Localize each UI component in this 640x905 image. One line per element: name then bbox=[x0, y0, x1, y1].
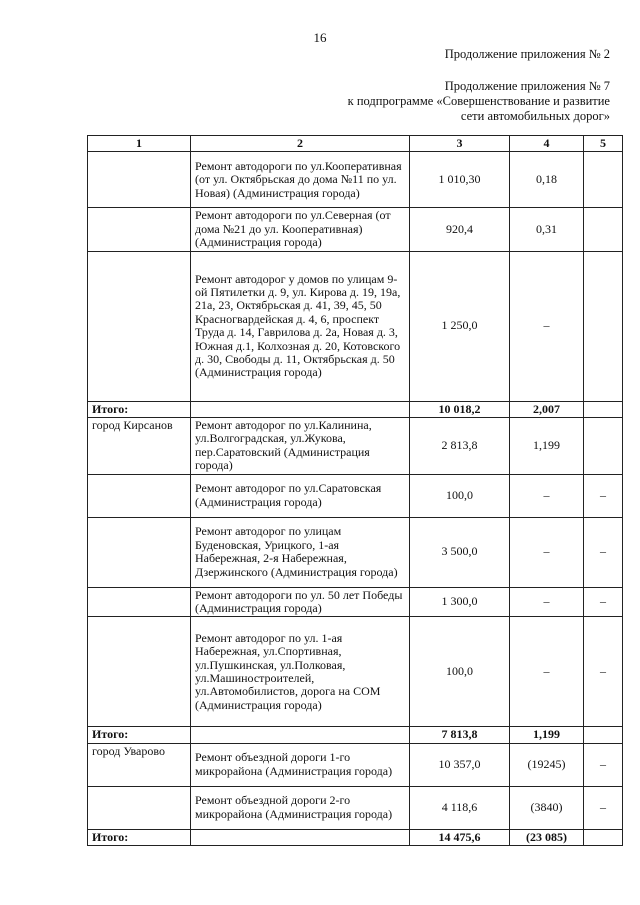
cell-c2: Ремонт объездной дороги 2-го микрорайона (Администрация города) bbox=[191, 786, 410, 829]
cell-c4: (3840) bbox=[510, 786, 584, 829]
column-header: 4 bbox=[510, 136, 584, 152]
cell-c5 bbox=[584, 401, 623, 417]
total-row bbox=[88, 829, 623, 845]
cell-c5 bbox=[584, 251, 623, 401]
cell-c1 bbox=[88, 208, 191, 251]
cell-c3: 1 300,0 bbox=[410, 587, 510, 617]
cell-c1: Итого: bbox=[88, 727, 191, 743]
page-number: 16 bbox=[313, 30, 327, 45]
cell-c5 bbox=[584, 152, 623, 208]
column-header: 3 bbox=[410, 136, 510, 152]
cell-c2: Ремонт автодорог по ул.Калинина, ул.Волгоградская, ул.Жукова, пер.Саратовский (Администрация города) bbox=[191, 418, 410, 475]
cell-c4: – bbox=[510, 617, 584, 727]
cell-c4: – bbox=[510, 474, 584, 517]
table-row bbox=[88, 474, 623, 517]
cell-c4: 0,31 bbox=[510, 208, 584, 251]
cell-c3: 100,0 bbox=[410, 474, 510, 517]
cell-c1 bbox=[88, 251, 191, 401]
table-row bbox=[88, 208, 623, 251]
cell-c1: город Уварово bbox=[88, 743, 191, 786]
total-row bbox=[88, 401, 623, 417]
cell-c2: Ремонт автодорог у домов по улицам 9-ой Пятилетки д. 9, ул. Кирова д. 19, 19а, 21а, 23, Октябрьская д. 41, 39, 45, 50 Красногвардейская д. 4, 6, проспект Труда д. 14, Гаврилова д. 2а, Новая д. 3, Южная д.1, Колхозная д. 20, Котовского д. 30, Свободы д. 11, Октябрьская д. 50 (Администрация города) bbox=[191, 251, 410, 401]
cell-c5 bbox=[584, 418, 623, 475]
cell-c2 bbox=[191, 401, 410, 417]
cell-c3: 2 813,8 bbox=[410, 418, 510, 475]
table-row bbox=[88, 786, 623, 829]
cell-c3: 100,0 bbox=[410, 617, 510, 727]
total-row bbox=[88, 727, 623, 743]
cell-c5: – bbox=[584, 786, 623, 829]
subprogram-line: к подпрограмме «Совершенствование и развитие bbox=[347, 94, 610, 108]
cell-c1 bbox=[88, 587, 191, 617]
cell-c2: Ремонт автодороги по ул.Северная (от дома №21 до ул. Кооперативная) (Администрация города) bbox=[191, 208, 410, 251]
cell-c5: – bbox=[584, 743, 623, 786]
column-header: 2 bbox=[191, 136, 410, 152]
cell-c4: – bbox=[510, 587, 584, 617]
cell-c2: Ремонт автодорог по ул.Саратовская (Администрация города) bbox=[191, 474, 410, 517]
cell-c1: Итого: bbox=[88, 829, 191, 845]
column-header: 1 bbox=[88, 136, 191, 152]
cell-c5 bbox=[584, 727, 623, 743]
table-row bbox=[88, 587, 623, 617]
cell-c1: Итого: bbox=[88, 401, 191, 417]
cell-c4: – bbox=[510, 251, 584, 401]
cell-c5: – bbox=[584, 474, 623, 517]
cell-c1 bbox=[88, 152, 191, 208]
cell-c3: 3 500,0 bbox=[410, 517, 510, 587]
table-body bbox=[88, 152, 623, 846]
cell-c4: (23 085) bbox=[510, 829, 584, 845]
cell-c2: Ремонт автодорог по ул. 1-ая Набережная, ул.Спортивная, ул.Пушкинская, ул.Полковая, ул.Машиностроителей, ул.Автомобилистов, дорога на СОМ (Администрация города) bbox=[191, 617, 410, 727]
cell-c4: 1,199 bbox=[510, 418, 584, 475]
cell-c5: – bbox=[584, 587, 623, 617]
cell-c4: (19245) bbox=[510, 743, 584, 786]
cell-c2: Ремонт объездной дороги 1-го микрорайона (Администрация города) bbox=[191, 743, 410, 786]
cell-c2: Ремонт автодорог по улицам Буденовская, Урицкого, 1-ая Набережная, 2-я Набережная, Дзержинского (Администрация города) bbox=[191, 517, 410, 587]
table-header-row bbox=[88, 136, 623, 152]
cell-c3: 1 010,30 bbox=[410, 152, 510, 208]
cell-c5 bbox=[584, 208, 623, 251]
cell-c1 bbox=[88, 786, 191, 829]
cell-c4: 1,199 bbox=[510, 727, 584, 743]
table-row bbox=[88, 743, 623, 786]
subprogram-line-2: сети автомобильных дорог» bbox=[460, 109, 610, 123]
cell-c2 bbox=[191, 829, 410, 845]
cell-c2: Ремонт автодороги по ул.Кооперативная (от ул. Октябрьская до дома №11 по ул. Новая) (Администрация города) bbox=[191, 152, 410, 208]
appendix-line: Продолжение приложения № 7 bbox=[444, 79, 610, 93]
table-row bbox=[88, 617, 623, 727]
cell-c5: – bbox=[584, 617, 623, 727]
table-row bbox=[88, 251, 623, 401]
cell-c3: 7 813,8 bbox=[410, 727, 510, 743]
cell-c1: город Кирсанов bbox=[88, 418, 191, 475]
column-header: 5 bbox=[584, 136, 623, 152]
table-row bbox=[88, 418, 623, 475]
cell-c1 bbox=[88, 517, 191, 587]
cell-c5 bbox=[584, 829, 623, 845]
cell-c3: 10 357,0 bbox=[410, 743, 510, 786]
cell-c4: 0,18 bbox=[510, 152, 584, 208]
cell-c1 bbox=[88, 474, 191, 517]
cell-c3: 10 018,2 bbox=[410, 401, 510, 417]
appendix-continuation-7 bbox=[348, 79, 610, 124]
cell-c5: – bbox=[584, 517, 623, 587]
table-row bbox=[88, 152, 623, 208]
cell-c3: 1 250,0 bbox=[410, 251, 510, 401]
road-repair-table bbox=[87, 135, 623, 846]
cell-c1 bbox=[88, 617, 191, 727]
cell-c3: 4 118,6 bbox=[410, 786, 510, 829]
cell-c2: Ремонт автодороги по ул. 50 лет Победы (Администрация города) bbox=[191, 587, 410, 617]
cell-c4: – bbox=[510, 517, 584, 587]
cell-c3: 14 475,6 bbox=[410, 829, 510, 845]
appendix-continuation-2: Продолжение приложения № 2 bbox=[444, 47, 610, 61]
cell-c4: 2,007 bbox=[510, 401, 584, 417]
cell-c3: 920,4 bbox=[410, 208, 510, 251]
table-row bbox=[88, 517, 623, 587]
cell-c2 bbox=[191, 727, 410, 743]
